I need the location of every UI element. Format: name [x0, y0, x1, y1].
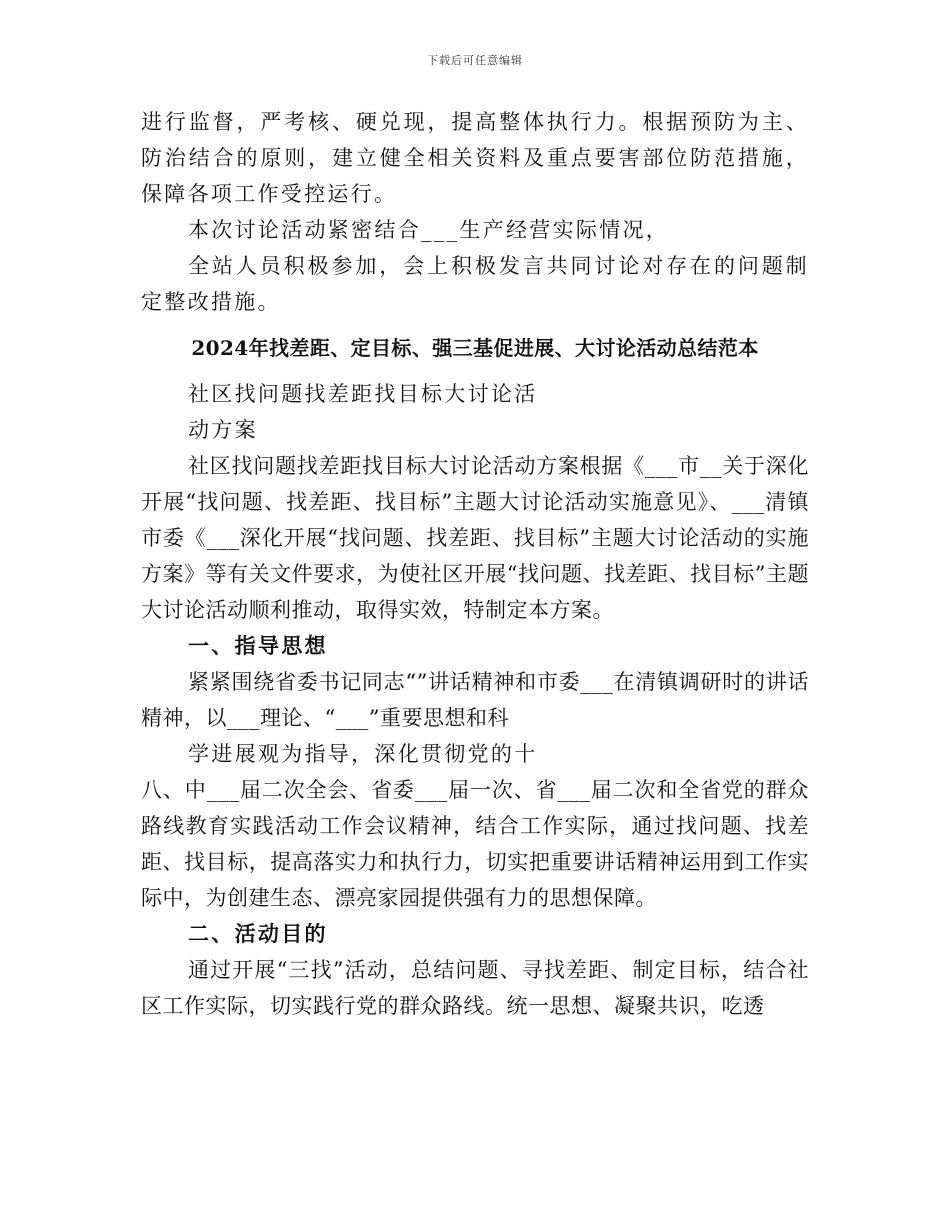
paragraph-plan-basis: 社区找问题找差距找目标大讨论活动方案根据《___市__关于深化开展“找问题、找差距、找目标”主题大讨论活动实施意见》、___清镇市委《___深化开展“找问题、找差距、找目标”主题大讨论活动的实施方案》等有关文件要求，为使社区开展“找问题、找差距、找目标”主题大讨论活动顺利推动，取得实效，特制定本方案。 [141, 454, 809, 622]
section-heading-activity-purpose: 二、活动目的 [188, 921, 328, 946]
subtitle-line-1: 社区找问题找差距找目标大讨论活 [188, 382, 538, 406]
paragraph-guiding-thought-cont: 学进展观为指导，深化贯彻党的十 [188, 742, 538, 766]
paragraph-supervision: 进行监督，严考核、硬兑现，提高整体执行力。根据预防为主、防治结合的原则，建立健全相关资料及重点要害部位防范措施，保障各项工作受控运行。 [141, 110, 809, 206]
document-body [141, 104, 809, 1024]
section-heading-guiding-thought: 一、指导思想 [188, 633, 328, 658]
document-title: 2024年找差距、定目标、强三基促进展、大讨论活动总结范本 [191, 336, 759, 360]
paragraph-activity-purpose: 通过开展“三找”活动，总结问题、寻找差距、制定目标，结合社区工作实际，切实践行党的群众路线。统一思想、凝聚共识，吃透 [141, 958, 809, 1018]
header-note: 下载后可任意编辑 [427, 54, 523, 67]
paragraph-guiding-thought-detail: 八、中___届二次全会、省委___届一次、省___届二次和全省党的群众路线教育实践活动工作会议精神，结合工作实际，通过找问题、找差距、找目标，提高落实力和执行力，切实把重要讲话精神运用到工作实际中，为创建生态、漂亮家园提供强有力的思想保障。 [141, 778, 809, 910]
paragraph-discussion-intro: 本次讨论活动紧密结合___生产经营实际情况， [188, 218, 670, 242]
paragraph-participation: 全站人员积极参加，会上积极发言共同讨论对存在的问题制定整改措施。 [141, 254, 809, 314]
subtitle-line-2: 动方案 [188, 418, 258, 442]
paragraph-guiding-thought: 紧紧围绕省委书记同志“”讲话精神和市委___在清镇调研时的讲话精神，以___理论、“___”重要思想和科 [141, 670, 809, 730]
